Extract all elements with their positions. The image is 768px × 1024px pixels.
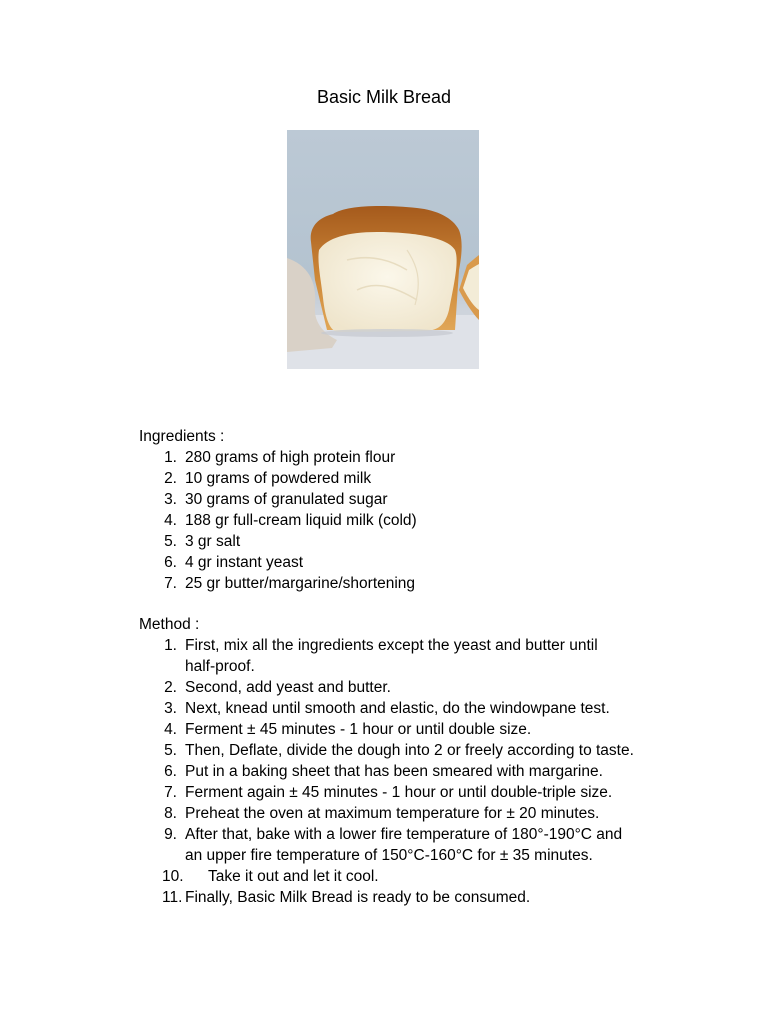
method-step: 1. First, mix all the ingredients except the yeast and butter until half-proof.: [164, 637, 598, 675]
method-step: 8. Preheat the oven at maximum temperature for ± 20 minutes.: [164, 805, 600, 822]
ingredient-item: 6. 4 gr instant yeast: [164, 554, 304, 571]
bread-photo: [287, 130, 479, 369]
method-step: 10. Take it out and let it cool.: [162, 868, 379, 885]
method-heading: Method :: [139, 616, 200, 633]
ingredient-item: 3. 30 grams of granulated sugar: [164, 491, 388, 508]
method-step: 6. Put in a baking sheet that has been smeared with margarine.: [164, 763, 603, 780]
ingredient-item: 1. 280 grams of high protein flour: [164, 449, 396, 466]
method-step: 2. Second, add yeast and butter.: [164, 679, 391, 696]
document-title: Basic Milk Bread: [316, 87, 452, 107]
bread-image-icon: [287, 130, 479, 369]
method-step: 3. Next, knead until smooth and elastic, do the windowpane test.: [164, 700, 610, 717]
ingredient-item: 2. 10 grams of powdered milk: [164, 470, 372, 487]
ingredients-heading: Ingredients :: [139, 428, 225, 445]
ingredient-item: 4. 188 gr full-cream liquid milk (cold): [164, 512, 417, 529]
ingredient-item: 7. 25 gr butter/margarine/shortening: [164, 575, 416, 592]
method-step: 7. Ferment again ± 45 minutes - 1 hour or until double-triple size.: [164, 784, 613, 801]
ingredients-list: [139, 447, 417, 594]
method-step: 11. Finally, Basic Milk Bread is ready to be consumed.: [162, 889, 531, 906]
method-step: 9. After that, bake with a lower fire temperature of 180°-190°C and an upper fire temperature of 150°C-160°C for ± 35 minutes.: [164, 826, 623, 864]
method-step: 5. Then, Deflate, divide the dough into 2 or freely according to taste.: [164, 742, 634, 759]
method-step: 4. Ferment ± 45 minutes - 1 hour or until double size.: [164, 721, 532, 738]
method-list: [139, 635, 634, 908]
ingredient-item: 5. 3 gr salt: [164, 533, 241, 550]
